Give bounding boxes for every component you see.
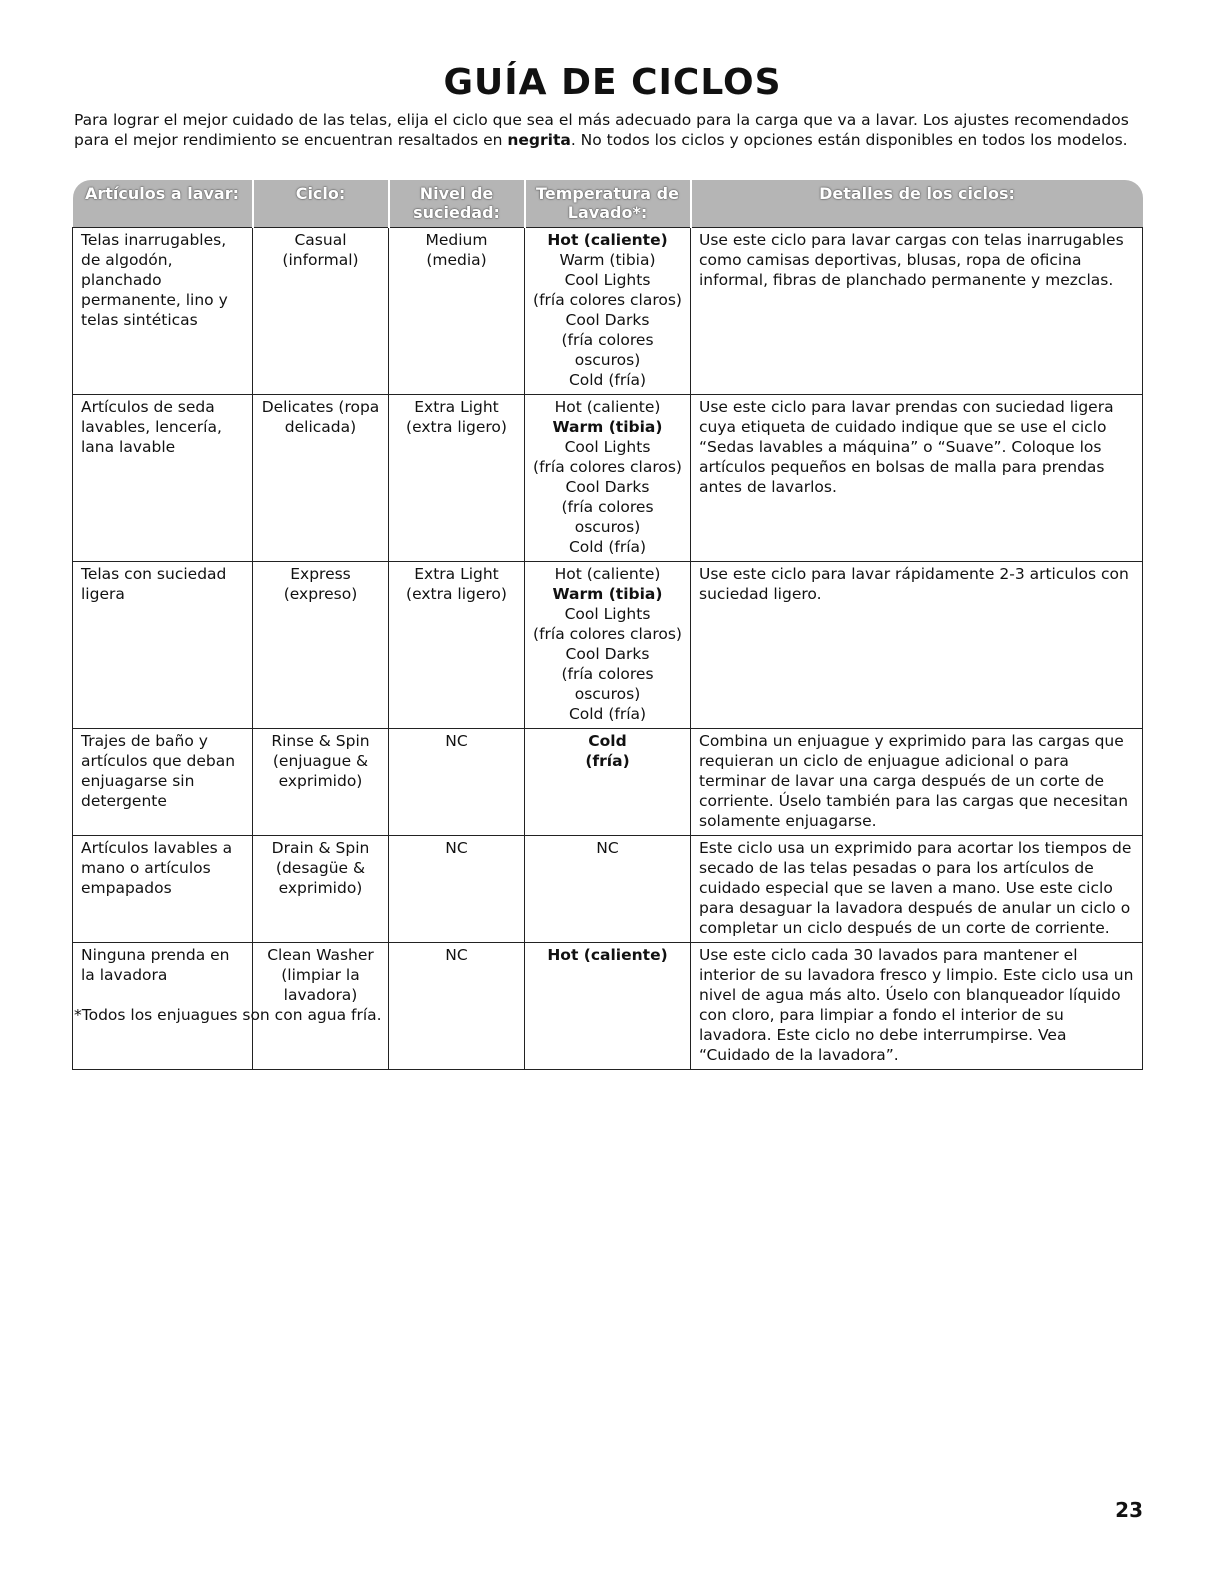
temperature-option: Hot (caliente) — [554, 565, 661, 583]
cell-cycle: Rinse & Spin (enjuague & exprimido) — [253, 729, 389, 836]
cell-temperature — [525, 836, 691, 943]
table-header-row — [73, 180, 1143, 228]
page-number: 23 — [1115, 1498, 1143, 1522]
table-row — [73, 395, 1143, 562]
cell-cycle: Drain & Spin (desagüe & exprimido) — [253, 836, 389, 943]
cell-soil: Extra Light (extra ligero) — [389, 562, 525, 729]
header-details: Detalles de los ciclos: — [691, 180, 1143, 228]
temperature-option: Hot (caliente) — [547, 231, 668, 249]
temperature-option: Cool Lights — [564, 271, 651, 289]
cell-cycle: Clean Washer (limpiar la lavadora) — [253, 943, 389, 1070]
cell-temperature — [525, 729, 691, 836]
cell-details: Use este ciclo para lavar prendas con suciedad ligera cuya etiqueta de cuidado indique que se use el ciclo “Sedas lavables a máquina” o “Suave”. Coloque los artículos pequeños en bolsas de malla para prendas antes de lavarlos. — [691, 395, 1143, 562]
cell-soil: Extra Light (extra ligero) — [389, 395, 525, 562]
temperature-option: Cold — [588, 732, 627, 750]
temperature-option: Hot (caliente) — [547, 946, 668, 964]
cell-cycle: Delicates (ropa delicada) — [253, 395, 389, 562]
table-row — [73, 562, 1143, 729]
temperature-option: Cool Darks — [565, 645, 650, 663]
temperature-option: Cool Darks — [565, 478, 650, 496]
temperature-option: Cool Lights — [564, 438, 651, 456]
temperature-option: Cold (fría) — [568, 538, 647, 556]
cell-details: Combina un enjuague y exprimido para las cargas que requieran un ciclo de enjuague adicional o para terminar de lavar una carga después de un corte de corriente. Úselo también para las cargas que necesitan solamente enjuagarse. — [691, 729, 1143, 836]
cell-cycle: Casual (informal) — [253, 228, 389, 395]
temperature-option: (fría colores oscuros) — [561, 498, 654, 536]
cell-details: Use este ciclo para lavar rápidamente 2-3 articulos con suciedad ligero. — [691, 562, 1143, 729]
temperature-option: Warm (tibia) — [552, 418, 663, 436]
temperature-option: (fría) — [585, 752, 630, 770]
cell-soil: NC — [389, 729, 525, 836]
table-row — [73, 729, 1143, 836]
cell-soil: NC — [389, 836, 525, 943]
temperature-option: Warm (tibia) — [559, 251, 656, 269]
temperature-option: (fría colores claros) — [533, 458, 682, 476]
cell-items: Telas con suciedad ligera — [73, 562, 253, 729]
cell-items: Artículos de seda lavables, lencería, lana lavable — [73, 395, 253, 562]
cell-items: Ninguna prenda en la lavadora — [73, 943, 253, 1070]
header-temp: Temperatura de Lavado*: — [525, 180, 691, 228]
temperature-option: Warm (tibia) — [552, 585, 663, 603]
cell-details: Use este ciclo cada 30 lavados para mantener el interior de su lavadora fresco y limpio. Este ciclo usa un nivel de agua más alto. Úselo con blanqueador líquido con cloro, para limpiar a fondo el interior de su lavadora. Este ciclo no debe interrumpirse. Vea “Cuidado de la lavadora”. — [691, 943, 1143, 1070]
cell-items: Trajes de baño y artículos que deban enjuagarse sin detergente — [73, 729, 253, 836]
table-row — [73, 228, 1143, 395]
temperature-option: (fría colores oscuros) — [561, 331, 654, 369]
header-cycle: Ciclo: — [253, 180, 389, 228]
intro-text-before: Para lograr el mejor cuidado de las telas, elija el ciclo que sea el más adecuado para la carga que va a lavar. Los ajustes recomendados para el mejor rendimiento se encuentran resaltados en — [74, 111, 1129, 149]
temperature-option: Cold (fría) — [568, 371, 647, 389]
temperature-option: (fría colores oscuros) — [561, 665, 654, 703]
temperature-option: (fría colores claros) — [533, 625, 682, 643]
cycle-guide-table — [72, 180, 1143, 1070]
cell-items: Artículos lavables a mano o artículos empapados — [73, 836, 253, 943]
cell-soil: NC — [389, 943, 525, 1070]
table-body — [73, 228, 1143, 1070]
header-items: Artículos a lavar: — [73, 180, 253, 228]
cell-details: Este ciclo usa un exprimido para acortar los tiempos de secado de las telas pesadas o para los artículos de cuidado especial que se laven a mano. Use este ciclo para desaguar la lavadora después de anular un ciclo o completar un ciclo después de un corte de corriente. — [691, 836, 1143, 943]
table-row — [73, 836, 1143, 943]
temperature-option: Cool Darks — [565, 311, 650, 329]
cell-temperature — [525, 395, 691, 562]
cell-soil: Medium (media) — [389, 228, 525, 395]
header-soil: Nivel de suciedad: — [389, 180, 525, 228]
page-title: GUÍA DE CICLOS — [443, 62, 782, 103]
intro-bold-word: negrita — [507, 131, 571, 149]
temperature-option: (fría colores claros) — [533, 291, 682, 309]
cell-details: Use este ciclo para lavar cargas con telas inarrugables como camisas deportivas, blusas, ropa de oficina informal, fibras de planchado permanente y mezclas. — [691, 228, 1143, 395]
footnote: *Todos los enjuagues son con agua fría. — [74, 1006, 382, 1024]
temperature-option: NC — [596, 839, 619, 857]
intro-text-after: . No todos los ciclos y opciones están disponibles en todos los modelos. — [570, 131, 1128, 149]
temperature-option: Hot (caliente) — [554, 398, 661, 416]
cell-temperature — [525, 562, 691, 729]
cell-items: Telas inarrugables, de algodón, planchado permanente, lino y telas sintéticas — [73, 228, 253, 395]
cell-cycle: Express (expreso) — [253, 562, 389, 729]
cell-temperature — [525, 943, 691, 1070]
temperature-option: Cold (fría) — [568, 705, 647, 723]
cell-temperature — [525, 228, 691, 395]
intro-paragraph — [74, 110, 1154, 150]
temperature-option: Cool Lights — [564, 605, 651, 623]
